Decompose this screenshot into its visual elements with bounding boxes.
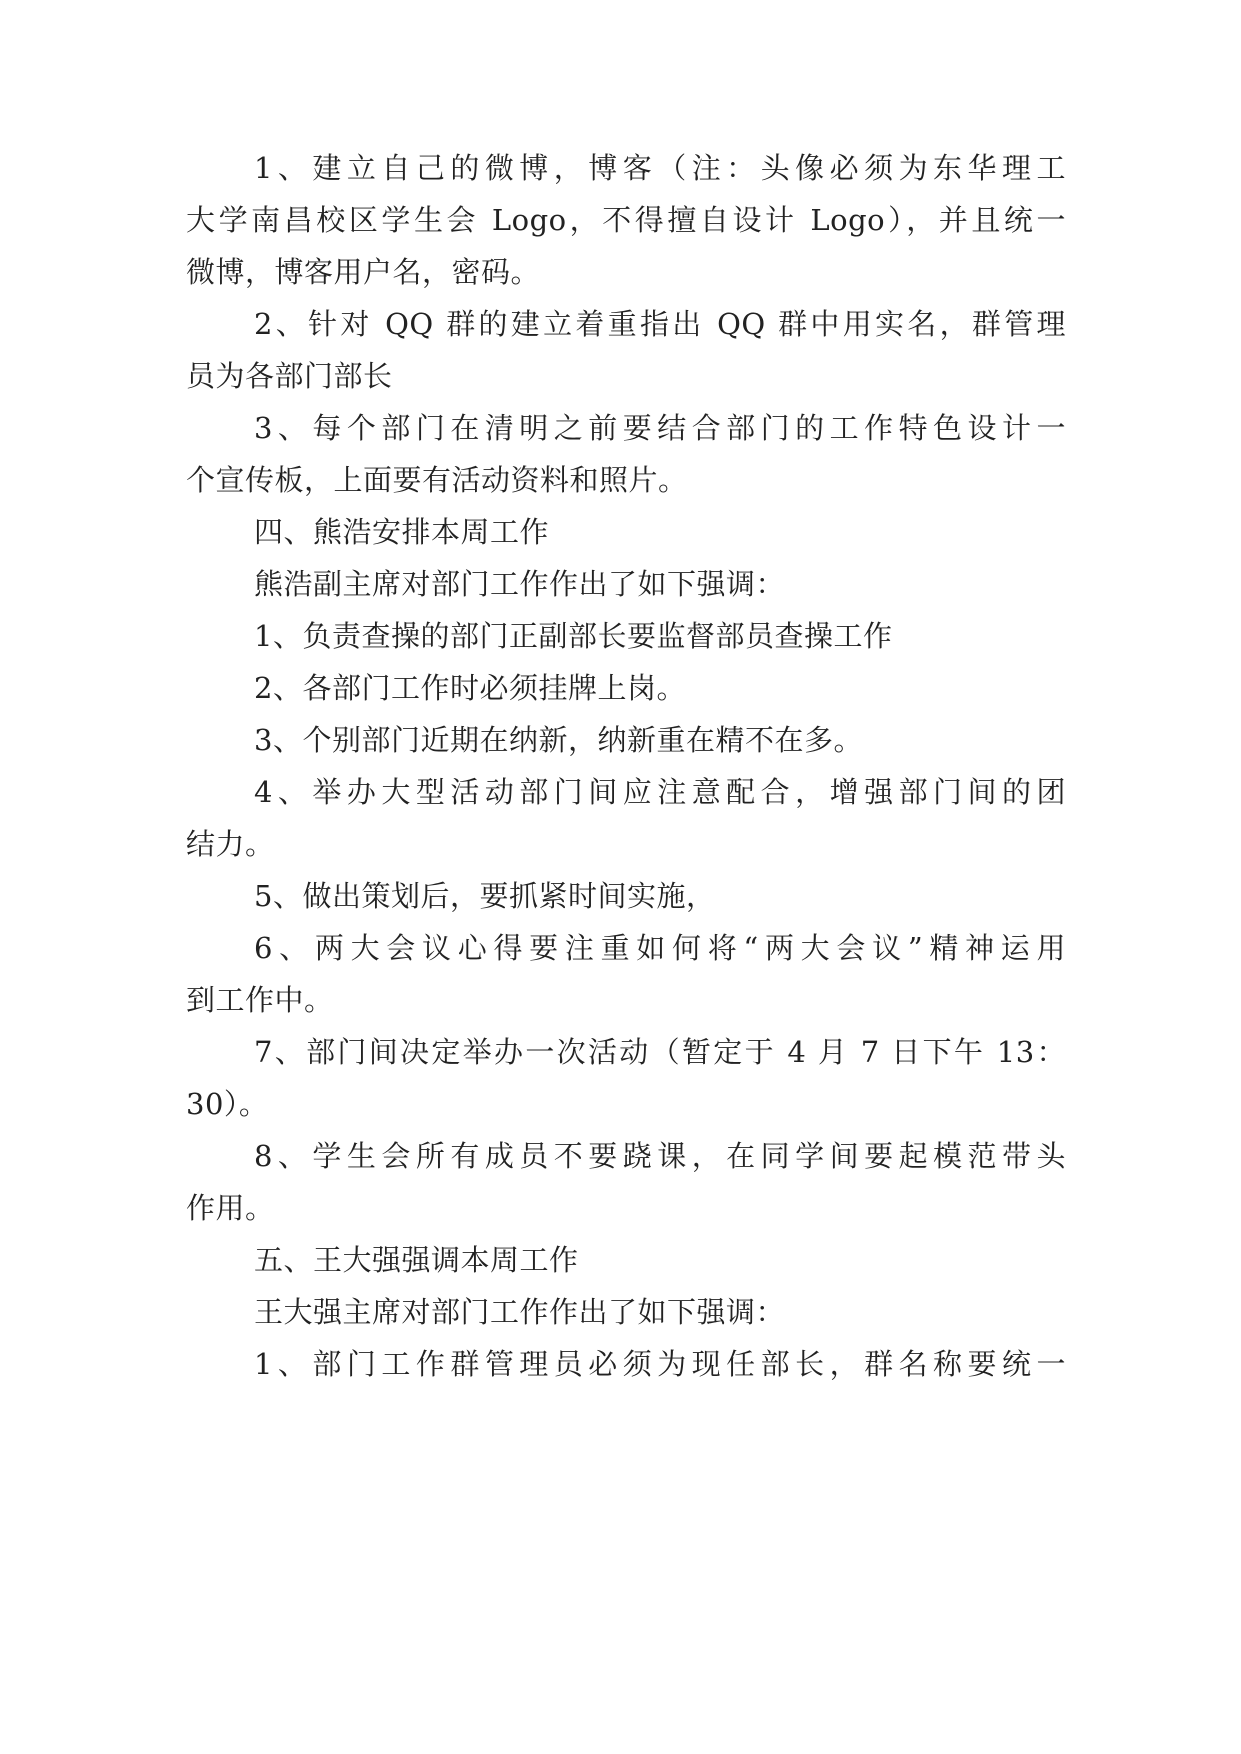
paragraph-line: 员为各部门部长 [186, 359, 393, 393]
paragraph-line: 1、负责查操的部门正副部长要监督部员查操工作 [254, 619, 893, 653]
paragraph-line: 3、每个部门在清明之前要结合部门的工作特色设计一 [254, 411, 1066, 445]
paragraph-line: 4、举办大型活动部门间应注意配合，增强部门间的团 [254, 775, 1066, 809]
paragraph-line: 7、部门间决定举办一次活动（暂定于 4 月 7 日下午 13： [254, 1035, 1066, 1069]
paragraph-line: 微博，博客用户名，密码。 [186, 255, 541, 289]
paragraph-line: 5、做出策划后，要抓紧时间实施， [254, 879, 716, 913]
paragraph-line: 3、个别部门近期在纳新，纳新重在精不在多。 [254, 723, 863, 757]
paragraph-line: 8、学生会所有成员不要跷课，在同学间要起模范带头 [254, 1139, 1066, 1173]
section-heading: 四、熊浩安排本周工作 [254, 515, 550, 549]
paragraph-line: 作用。 [186, 1191, 275, 1225]
paragraph-line: 个宣传板，上面要有活动资料和照片。 [186, 463, 688, 497]
paragraph-line: 王大强主席对部门工作作出了如下强调： [254, 1295, 786, 1329]
paragraph-line: 到工作中。 [186, 983, 334, 1017]
paragraph-line: 1、建立自己的微博，博客（注：头像必须为东华理工 [254, 151, 1066, 185]
paragraph-line: 结力。 [186, 827, 275, 861]
paragraph-line: 6、两大会议心得要注重如何将“两大会议”精神运用 [254, 931, 1066, 965]
paragraph-line: 2、各部门工作时必须挂牌上岗。 [254, 671, 686, 705]
section-heading: 五、王大强强调本周工作 [254, 1243, 579, 1277]
paragraph-line: 大学南昌校区学生会 Logo，不得擅自设计 Logo），并且统一 [186, 203, 1066, 237]
paragraph-line: 熊浩副主席对部门工作作出了如下强调： [254, 567, 786, 601]
paragraph-line: 1、部门工作群管理员必须为现任部长，群名称要统一 [254, 1347, 1066, 1381]
paragraph-line: 30）。 [186, 1087, 269, 1121]
paragraph-line: 2、针对 QQ 群的建立着重指出 QQ 群中用实名，群管理 [254, 307, 1066, 341]
